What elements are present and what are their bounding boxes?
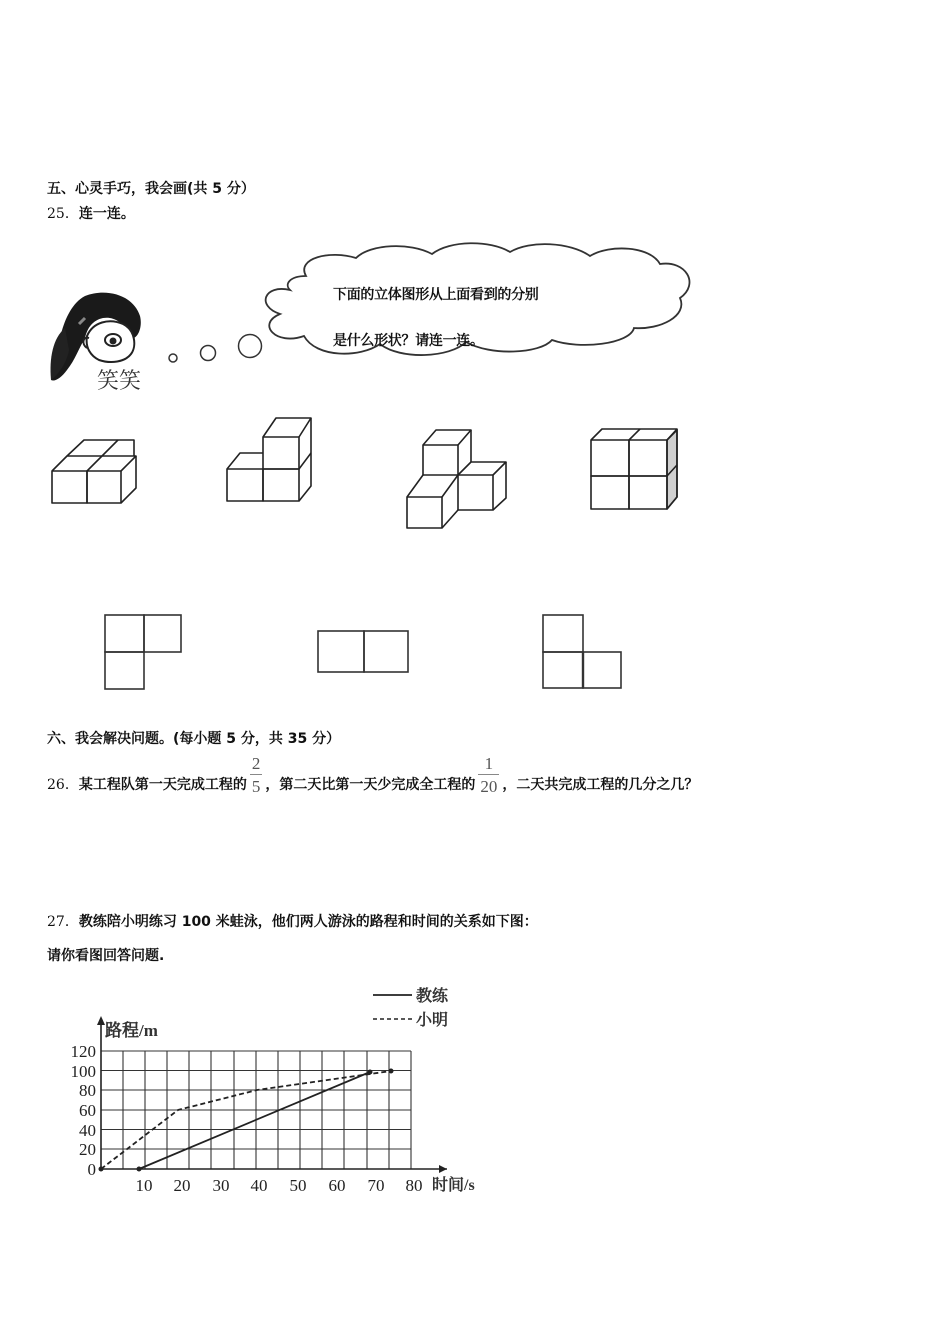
question-number: 25． — [47, 206, 79, 222]
legend-xiaoming: 小明 — [416, 1012, 449, 1029]
x-tick-labels — [136, 1176, 423, 1195]
legend-coach: 教练 — [416, 988, 449, 1005]
solid-a — [52, 440, 136, 503]
distance-time-chart — [60, 980, 500, 1200]
question-25 — [47, 203, 135, 223]
svg-text:40: 40 — [79, 1121, 96, 1140]
top-view-figures — [90, 600, 640, 700]
view-a — [105, 615, 181, 689]
svg-text:20: 20 — [173, 1176, 191, 1195]
question-text: 连一连。 — [78, 206, 135, 222]
svg-text:10: 10 — [135, 1176, 153, 1195]
chart-legend — [373, 986, 449, 1029]
bubble-line-2: 是什么形状？请连一连。 — [333, 333, 484, 349]
view-c — [543, 615, 621, 688]
svg-text:100: 100 — [70, 1062, 96, 1081]
question-number: 27． — [47, 914, 79, 930]
svg-text:120: 120 — [70, 1042, 96, 1061]
section-5-title: 五、心灵手巧，我会画(共 5 分） — [47, 181, 255, 197]
question-text-part-2: ，第二天比第一天少完成全工程的 — [265, 777, 476, 793]
svg-text:0: 0 — [87, 1160, 96, 1179]
x-axis-title: 时间/s — [432, 1177, 475, 1194]
thought-bubble — [160, 240, 700, 370]
solid-c — [407, 430, 506, 528]
data-points — [99, 1069, 394, 1172]
question-27-subtext: 请你看图回答问题. — [47, 948, 165, 964]
question-text-part-3: ，二天共完成工程的几分之几？ — [502, 777, 699, 793]
y-tick-labels — [71, 1042, 97, 1179]
svg-text:70: 70 — [367, 1176, 385, 1195]
series-coach-line — [139, 1072, 370, 1169]
solid-b — [227, 418, 311, 501]
question-text-part-1: 某工程队第一天完成工程的 — [78, 777, 247, 793]
y-axis-title: 路程/m — [105, 1021, 158, 1040]
character-illustration — [45, 288, 155, 393]
svg-text:20: 20 — [79, 1140, 96, 1159]
svg-text:30: 30 — [212, 1176, 230, 1195]
x-axis-arrow-icon — [439, 1165, 447, 1173]
chart-grid — [101, 1051, 411, 1169]
svg-text:50: 50 — [289, 1176, 307, 1195]
y-axis-arrow-icon — [97, 1016, 105, 1025]
svg-text:60: 60 — [79, 1101, 96, 1120]
chart-axes — [101, 1020, 447, 1169]
svg-text:80: 80 — [405, 1176, 423, 1195]
fraction-two-fifths: $\frac{2}{5}$ — [251, 754, 261, 796]
question-text: 教练陪小明练习 100 米蛙泳，他们两人游泳的路程和时间的关系如下图： — [78, 914, 538, 930]
question-26 — [47, 752, 698, 802]
character-name: 笑笑 — [97, 369, 142, 394]
view-b — [318, 631, 408, 672]
section-6-title: 六、我会解决问题。(每小题 5 分，共 35 分） — [47, 731, 341, 747]
svg-text:60: 60 — [328, 1176, 346, 1195]
question-number: 26． — [47, 777, 79, 793]
question-27 — [47, 911, 538, 931]
svg-text:80: 80 — [79, 1081, 96, 1100]
solid-figures — [40, 410, 700, 540]
bubble-line-1: 下面的立体图形从上面看到的分别 — [333, 287, 539, 303]
fraction-one-twentieth: $\frac{1}{20}$ — [480, 754, 498, 796]
svg-text:40: 40 — [250, 1176, 268, 1195]
solid-d — [591, 429, 677, 509]
